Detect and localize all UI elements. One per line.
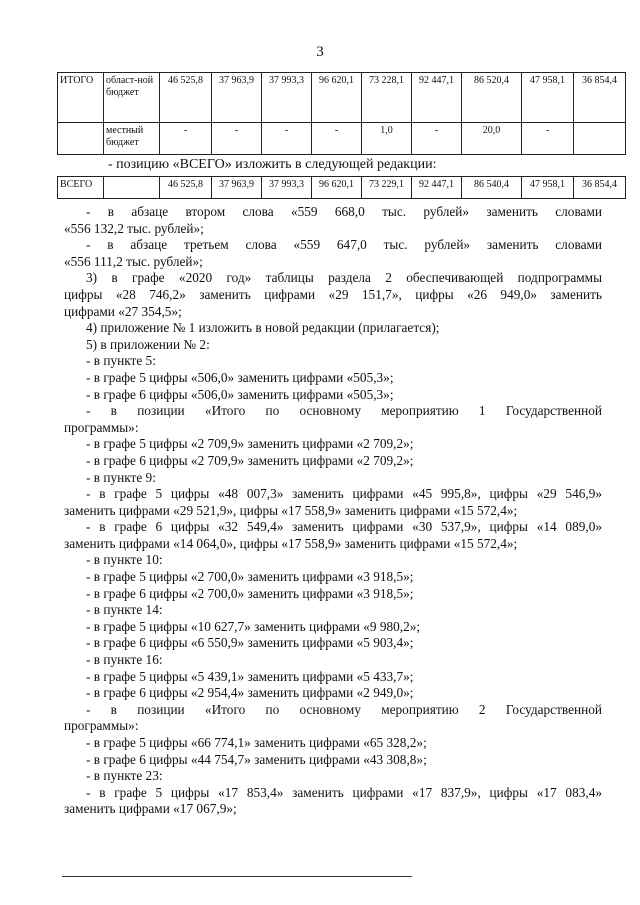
text-line: - в графе 5 цифры «17 853,4» заменить цифрами «17 837,9», цифры «17 083,4» [86, 784, 602, 800]
cell-value [574, 123, 626, 155]
text-line: - в графе 6 цифры «6 550,9» заменить цифрами «5 903,4»; [86, 635, 414, 651]
text-line: заменить цифрами «17 067,9»; [64, 801, 237, 817]
cell-value: 36 854,4 [574, 73, 626, 123]
text-line: - в графе 6 цифры «506,0» заменить цифрами «505,3»; [86, 386, 394, 402]
text-line: цифры «28 746,2» заменить цифрами «29 151,7», цифры «26 949,0» заменить [64, 286, 602, 302]
cell-value: 47 958,1 [522, 177, 574, 199]
text-line: - в пункте 10: [86, 552, 163, 568]
cell-value: 86 520,4 [462, 73, 522, 123]
text-line: - в пункте 16: [86, 652, 163, 668]
cell-value: 46 525,8 [160, 73, 212, 123]
cell-value: 20,0 [462, 123, 522, 155]
text-line: программы»: [64, 718, 139, 734]
cell-value: - [160, 123, 212, 155]
text-line: 5) в приложении № 2: [86, 336, 210, 352]
text-line: - в пункте 14: [86, 602, 163, 618]
cell-value: 37 993,3 [262, 177, 312, 199]
cell-value: 73 229,1 [362, 177, 412, 199]
text-line: - в позиции «Итого по основному мероприятию 2 Государственной [86, 701, 602, 717]
footer-divider [62, 876, 412, 877]
text-line: - в абзаце втором слова «559 668,0 тыс. рублей» заменить словами [86, 204, 602, 219]
cell-value: 96 620,1 [312, 73, 362, 123]
text-line: цифрами «27 354,5»; [64, 303, 182, 319]
text-line: 4) приложение № 1 изложить в новой редакции (прилагается); [86, 320, 440, 336]
cell-value: 96 620,1 [312, 177, 362, 199]
budget-source: местный бюджет [104, 123, 160, 155]
text-line: - в графе 6 цифры «32 549,4» заменить цифрами «30 537,9», цифры «14 089,0» [86, 519, 602, 535]
itogo-row-regional [58, 73, 626, 123]
cell-value: 37 993,3 [262, 73, 312, 123]
text-line: - в графе 6 цифры «2 700,0» заменить цифрами «3 918,5»; [86, 585, 414, 601]
cell-value: 37 963,9 [212, 73, 262, 123]
text-line: - в графе 5 цифры «48 007,3» заменить цифрами «45 995,8», цифры «29 546,9» [86, 486, 602, 502]
text-line: - в графе 5 цифры «5 439,1» заменить цифрами «5 433,7»; [86, 668, 414, 684]
cell-value: - [312, 123, 362, 155]
cell-value: - [262, 123, 312, 155]
cell-value: 73 228,1 [362, 73, 412, 123]
text-line: заменить цифрами «14 064,0», цифры «17 558,9» заменить цифрами «15 572,4»; [64, 535, 518, 551]
cell-value: - [412, 123, 462, 155]
amendments-text [64, 204, 602, 818]
text-line: - в графе 5 цифры «2 709,9» заменить цифрами «2 709,2»; [86, 436, 414, 452]
text-line: - в графе 5 цифры «66 774,1» заменить цифрами «65 328,2»; [86, 735, 427, 750]
vsego-table [57, 176, 626, 199]
cell-value: - [522, 123, 574, 155]
page-number: 3 [316, 44, 324, 60]
cell-value: 36 854,4 [574, 177, 626, 199]
vsego-row [58, 177, 626, 199]
text-line: - в пункте 5: [86, 353, 156, 369]
cell-value: - [212, 123, 262, 155]
text-line: - в графе 5 цифры «10 627,7» заменить цифрами «9 980,2»; [86, 618, 421, 634]
row-label: ИТОГО [58, 73, 104, 123]
text-line: 3) в графе «2020 год» таблицы раздела 2 обеспечивающей подпрограммы [86, 270, 602, 286]
text-line: - в графе 5 цифры «2 700,0» заменить цифрами «3 918,5»; [86, 569, 414, 585]
text-line: - в пункте 23: [86, 768, 163, 784]
row-label: ВСЕГО [58, 177, 104, 199]
text-line: - в позиции «Итого по основному мероприятию 1 Государственной [86, 403, 602, 419]
text-line: - в пункте 9: [86, 469, 156, 485]
itogo-table [57, 72, 626, 155]
text-line: - в графе 6 цифры «2 709,9» заменить цифрами «2 709,2»; [86, 452, 414, 468]
cell-value: 92 447,1 [412, 73, 462, 123]
text-line: - в графе 6 цифры «44 754,7» заменить цифрами «43 308,8»; [86, 751, 427, 767]
cell-value: 47 958,1 [522, 73, 574, 123]
cell-value: 1,0 [362, 123, 412, 155]
cell-value: 46 525,8 [160, 177, 212, 199]
text-line: - в графе 5 цифры «506,0» заменить цифрами «505,3»; [86, 369, 394, 385]
vsego-note: - позицию «ВСЕГО» изложить в следующей редакции: [108, 157, 437, 172]
itogo-row-local [58, 123, 626, 155]
cell-value: 86 540,4 [462, 177, 522, 199]
budget-source: област-ной бюджет [104, 73, 160, 123]
budget-source [104, 177, 160, 199]
cell-value: 92 447,1 [412, 177, 462, 199]
cell-value: 37 963,9 [212, 177, 262, 199]
text-line: «556 111,2 тыс. рублей»; [64, 253, 203, 269]
text-line: программы»: [64, 419, 139, 435]
text-line: заменить цифрами «29 521,9», цифры «17 558,9» заменить цифрами «15 572,4»; [64, 502, 518, 518]
text-line: «556 132,2 тыс. рублей»; [64, 220, 204, 236]
row-label [58, 123, 104, 155]
text-line: - в абзаце третьем слова «559 647,0 тыс. рублей» заменить словами [86, 237, 602, 253]
text-line: - в графе 6 цифры «2 954,4» заменить цифрами «2 949,0»; [86, 685, 414, 701]
